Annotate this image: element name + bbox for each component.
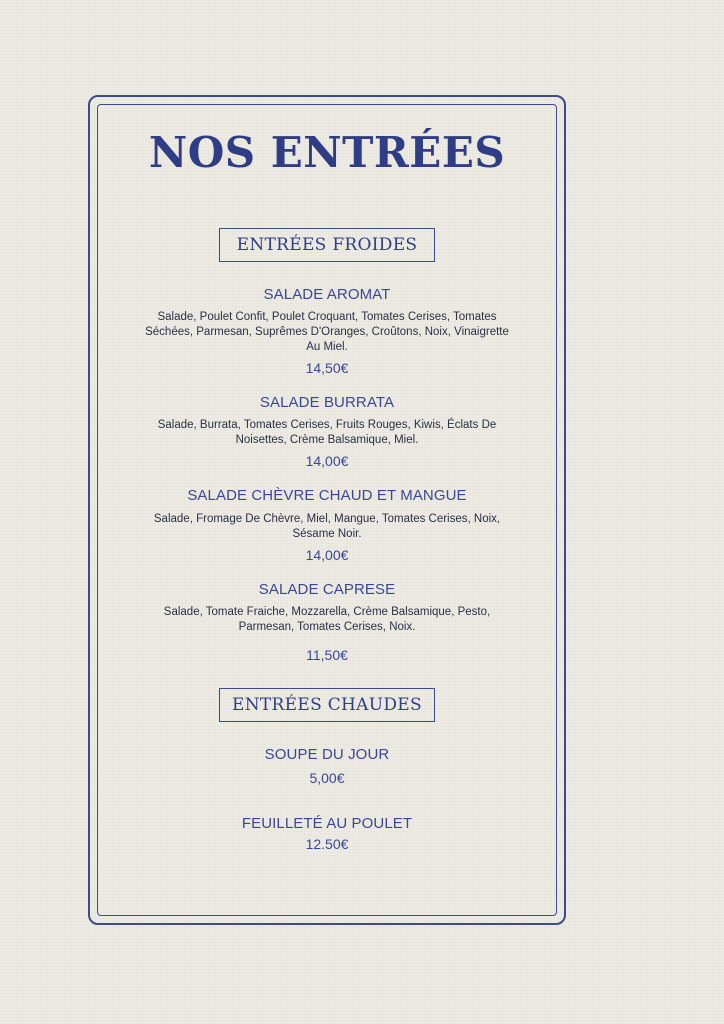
dish-description-caprese-line2: Parmesan, Tomates Cerises, Noix. (238, 621, 416, 633)
section-heading-hot (219, 688, 435, 722)
dish-description-burrata-line1: Salade, Burrata, Tomates Cerises, Fruits Rouges, Kiwis, Éclats De (157, 419, 497, 431)
dish-description-chevre-line2: Sésame Noir. (292, 528, 362, 540)
dish-name-chevre-mangue: SALADE CHÈVRE CHAUD ET MANGUE (187, 487, 467, 504)
dish-price-aromat: 14,50€ (305, 360, 349, 376)
dish-description-burrata-line2: Noisettes, Crème Balsamique, Miel. (235, 434, 419, 446)
dish-description-aromat-line1: Salade, Poulet Confit, Poulet Croquant, Tomates Cerises, Tomates (157, 311, 497, 323)
dish-price-burrata: 14,00€ (305, 453, 349, 469)
section-heading-cold (219, 228, 435, 262)
dish-description-aromat-line2: Séchées, Parmesan, Suprêmes D'Oranges, Croûtons, Noix, Vinaigrette (145, 326, 509, 338)
dish-price-soupe: 5,00€ (309, 770, 345, 786)
dish-price-chevre-mangue: 14,00€ (305, 547, 349, 563)
dish-price-feuillete: 12.50€ (305, 836, 349, 852)
dish-name-burrata: SALADE BURRATA (259, 394, 395, 411)
section-label-cold: ENTRÉES FROIDES (236, 235, 418, 255)
page-title: NOS ENTRÉES (148, 128, 506, 177)
dish-description-caprese-line1: Salade, Tomate Fraiche, Mozzarella, Crème Balsamique, Pesto, (163, 606, 491, 618)
dish-name-caprese: SALADE CAPRESE (258, 581, 396, 598)
dish-price-caprese: 11,50€ (306, 647, 348, 663)
dish-description-aromat-line3: Au Miel. (306, 341, 348, 353)
section-label-hot: ENTRÉES CHAUDES (232, 695, 422, 715)
menu-frame-inner (97, 104, 557, 916)
dish-description-chevre-line1: Salade, Fromage De Chèvre, Miel, Mangue, Tomates Cerises, Noix, (153, 513, 501, 525)
dish-name-soupe: SOUPE DU JOUR (264, 746, 390, 763)
dish-name-feuillete: FEUILLETÉ AU POULET (241, 815, 413, 832)
dish-name-aromat: SALADE AROMAT (263, 286, 391, 303)
